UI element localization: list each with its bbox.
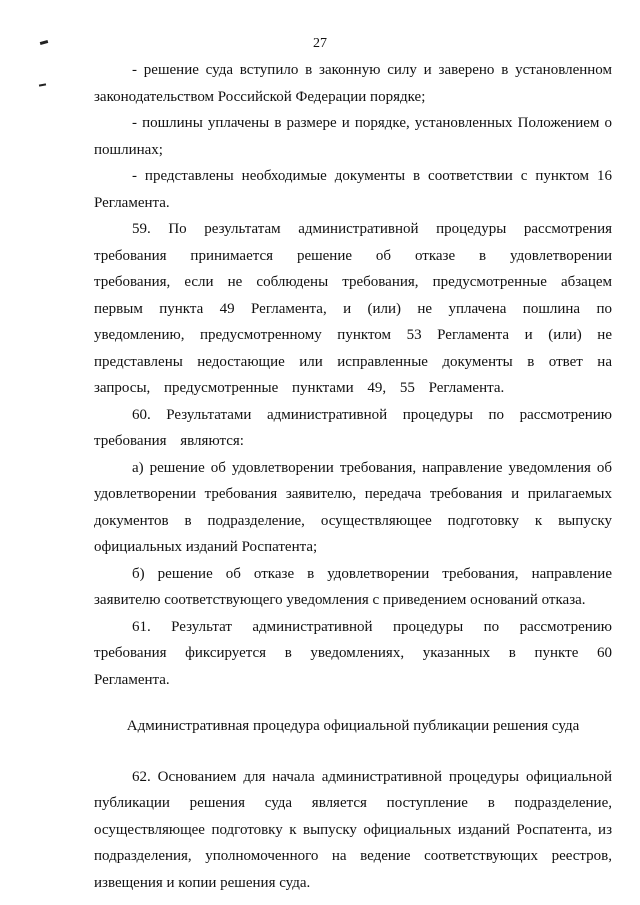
paragraph: - пошлины уплачены в размере и порядке, установленных Положением о пошлинах; xyxy=(94,115,612,158)
paragraph: 62. Основанием для начала административной процедуры официальной публикации решения суда является поступление в подразделение, осуществляющее подготовку к выпуску официальных изданий Роспатента, из подразделения, уполномоченного на ведение соответствующих реестров, извещения и копии решения суда. xyxy=(94,768,612,891)
paragraph: 61. Результат административной процедуры по рассмотрению требования фиксируется в уведомлениях, указанных в пункте 60 Регламента. xyxy=(94,618,612,688)
document-body xyxy=(94,57,612,896)
paragraph: - представлены необходимые документы в соответствии с пунктом 16 Регламента. xyxy=(94,168,612,211)
page-number: 27 xyxy=(313,36,327,51)
paragraph: - решение суда вступило в законную силу и заверено в установленном законодательством Российской Федерации порядке; xyxy=(94,62,612,105)
paragraph: 60. Результатами административной процедуры по рассмотрению требования являются: xyxy=(94,406,612,449)
paragraph: 59. По результатам административной процедуры рассмотрения требования принимается решение об отказе в удовлетворении требования, если не соблюдены требования, предусмотренные абзацем первым пункта 49 Регламента, и (или) не уплачена пошлина по уведомлению, предусмотренному пунктом 53 Регламента и (или) не представлены недостающие или исправленные документы в ответ на запросы, предусмотренные пунктами 49, 55 Регламента. xyxy=(94,221,612,396)
paragraph: а) решение об удовлетворении требования, направление уведомления об удовлетворении требования заявителю, передача требования и прилагаемых документов в подразделение, осуществляющее подготовку к выпуску официальных изданий Роспатента; xyxy=(94,459,612,555)
paragraph: б) решение об отказе в удовлетворении требования, направление заявителю соответствующего уведомления с приведением оснований отказа. xyxy=(94,565,612,608)
scan-mark xyxy=(39,83,46,86)
section-heading: Административная процедура официальной публикации решения суда xyxy=(126,718,580,734)
